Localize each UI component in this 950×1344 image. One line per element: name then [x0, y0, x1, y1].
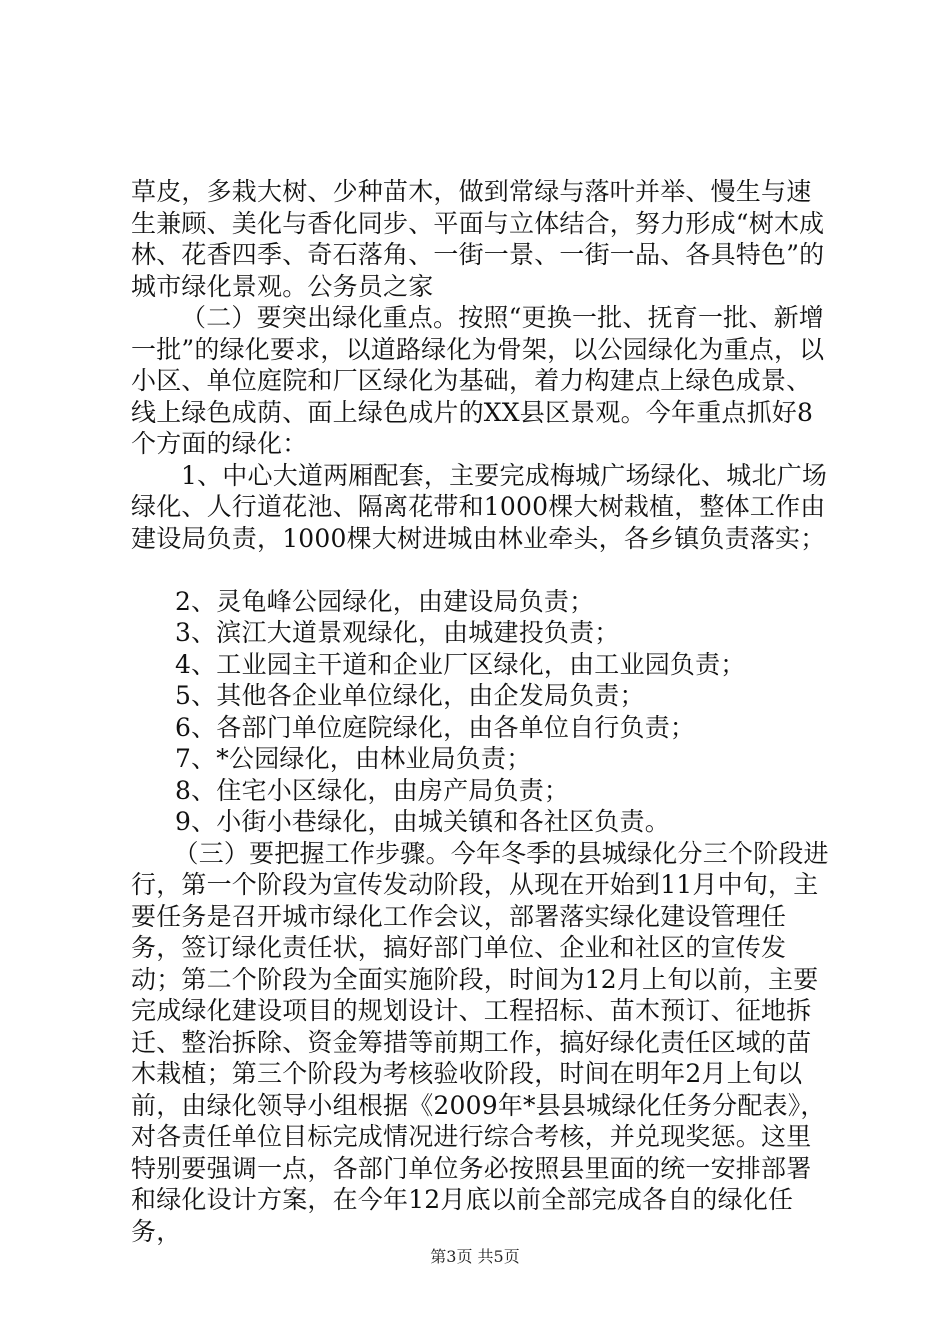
paragraph-section-3: （三）要把握工作步骤。今年冬季的县城绿化分三个阶段进行，第一个阶段为宣传发动阶段，从现在开始到11月中旬，主要任务是召开城市绿化工作会议，部署落实绿化建设管理任务，签订绿化责任状，搞好部门单位、企业和社区的宣传发动；第二个阶段为全面实施阶段，时间为12月上旬以前，主要完成绿化建设项目的规划设计、工程招标、苗木预订、征地拆迁、整治拆除、资金筹措等前期工作，搞好绿化责任区域的苗木栽植；第三个阶段为考核验收阶段，时间在明年2月上旬以前，由绿化领导小组根据《2009年*县县城绿化任务分配表》，对各责任单位目标完成情况进行综合考核，并兑现奖惩。这里特别要强调一点，各部门单位务必按照县里面的统一安排部署和绿化设计方案，在今年12月底以前全部完成各自的绿化任务，: [131, 838, 829, 1246]
list-item-5: 5、其他各企业单位绿化，由企发局负责；: [175, 681, 645, 710]
list-item-9: 9、小街小巷绿化，由城关镇和各社区负责。: [175, 807, 670, 836]
list-item-8: 8、住宅小区绿化，由房产局负责；: [175, 775, 570, 805]
list-item-7: 7、*公园绿化，由林业局负责；: [175, 744, 532, 773]
blank-line: [131, 554, 831, 586]
list-item-4: 4、工业园主干道和企业厂区绿化，由工业园负责；: [175, 649, 746, 679]
list-item-6: 6、各部门单位庭院绿化，由各单位自行负责；: [175, 712, 696, 742]
list-item-3: 3、滨江大道景观绿化，由城建投负责；: [175, 618, 620, 647]
paragraph-section-2: （二）要突出绿化重点。按照“更换一批、抚育一批、新增一批”的绿化要求，以道路绿化为骨架，以公园绿化为重点，以小区、单位庭院和厂区绿化为基础，着力构建点上绿色成景、线上绿色成荫、面上绿色成片的XX县区景观。今年重点抓好8个方面的绿化：: [131, 303, 825, 458]
paragraph-1: 草皮，多栽大树、少种苗木，做到常绿与落叶并举、慢生与速生兼顾、美化与香化同步、平面与立体结合，努力形成“树木成林、花香四季、奇石落角、一街一景、一街一品、各具特色”的城市绿化景观。公务员之家: [131, 177, 825, 301]
list-item-2: 2、灵龟峰公园绿化，由建设局负责；: [175, 586, 595, 616]
document-body: [131, 176, 831, 1247]
list-item-1: 1、中心大道两厢配套，主要完成梅城广场绿化、城北广场绿化、人行道花池、隔离花带和1000棵大树栽植，整体工作由建设局负责，1000棵大树进城由林业牵头，各乡镇负责落实；: [131, 460, 828, 553]
page-footer: 第3页 共5页: [430, 1247, 520, 1266]
